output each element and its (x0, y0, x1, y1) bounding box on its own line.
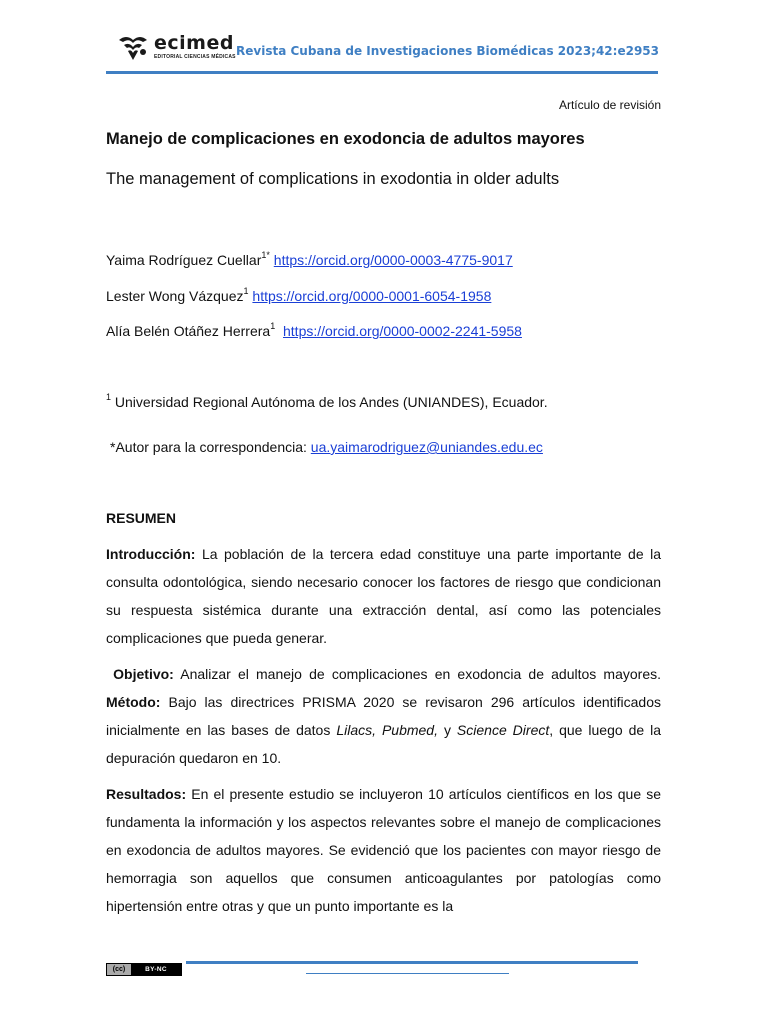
abstract-objective-method (106, 660, 661, 772)
article-title-es: Manejo de complicaciones en exodoncia de adultos mayores (106, 130, 585, 148)
logo-name: ecimed (154, 32, 234, 54)
correspondence-label: *Autor para la correspondencia: (110, 439, 307, 455)
method-db-1: Lilacs, Pubmed, (336, 722, 438, 738)
results-label: Resultados: (106, 786, 187, 802)
correspondence (110, 439, 543, 455)
author-affiliation-mark: 1* (261, 250, 270, 260)
method-db-2: Science Direct (456, 722, 550, 738)
ecimed-logo-icon (116, 32, 150, 62)
cc-license-badge[interactable] (106, 963, 182, 976)
orcid-link[interactable]: https://orcid.org/0000-0002-2241-5958 (283, 323, 522, 339)
cc-icon: (cc) (107, 964, 131, 975)
objective-label: Objetivo: (113, 666, 174, 682)
author-affiliation-mark: 1 (270, 321, 276, 331)
method-and: y (443, 722, 451, 738)
intro-label: Introducción: (106, 546, 196, 562)
affiliation-mark: 1 (106, 392, 112, 402)
affiliation-text: Universidad Regional Autónoma de los Andes (UNIANDES), Ecuador. (114, 394, 548, 410)
intro-text: La población de la tercera edad constituye una parte importante de la consulta odontológica, siendo necesario conocer los factores de riesgo que condicionan su respuesta sistémica durante una extracción dental, así como las potenciales complicaciones que pueda generar. (106, 546, 661, 646)
correspondence-email-link[interactable]: ua.yaimarodriguez@uniandes.edu.ec (310, 439, 543, 455)
method-text-2: , que luego de la depuración quedaron en 10. (106, 722, 662, 766)
abstract-introduction (106, 540, 661, 652)
author-name: Alía Belén Otáñez Herrera (106, 323, 271, 339)
method-text-1: Bajo las directrices PRISMA 2020 se revisaron 296 artículos identificados inicialmente en las bases de datos (106, 694, 662, 738)
orcid-link[interactable]: https://orcid.org/0000-0001-6054-1958 (252, 288, 492, 304)
cc-license-label: BY-NC (131, 964, 181, 975)
abstract-heading: RESUMEN (106, 510, 177, 526)
results-text: En el presente estudio se incluyeron 10 artículos científicos en los que se fundamenta la información y los aspectos relevantes sobre el manejo de complicaciones en exodoncia de adultos mayores. Se evidenció que los pacientes con mayor riesgo de hemorragia son aquellos que consumen anticoagulantes por patologías como hipertensión entre otras y que un punto importante es la (106, 786, 661, 914)
footer-divider (186, 961, 638, 964)
journal-citation: Revista Cubana de Investigaciones Biomédicas 2023;42:e2953 (236, 44, 659, 58)
author-name: Lester Wong Vázquez (106, 288, 244, 304)
logo-subtitle: EDITORIAL CIENCIAS MÉDICAS (154, 54, 236, 60)
author-1 (106, 252, 513, 268)
objective-text: Analizar el manejo de complicaciones en exodoncia de adultos mayores. (180, 666, 662, 682)
article-title-en: The management of complications in exodontia in older adults (106, 170, 560, 188)
page-header (106, 28, 659, 72)
author-name: Yaima Rodríguez Cuellar (106, 252, 262, 268)
footer-underline (306, 973, 509, 974)
affiliation (106, 394, 548, 410)
header-divider (106, 71, 658, 74)
method-label: Método: (106, 694, 161, 710)
abstract-results (106, 780, 661, 920)
author-affiliation-mark: 1 (243, 286, 249, 296)
author-3 (106, 323, 522, 339)
ecimed-logo (116, 32, 236, 62)
orcid-link[interactable]: https://orcid.org/0000-0003-4775-9017 (273, 252, 513, 268)
author-2 (106, 288, 491, 304)
article-type: Artículo de revisión (558, 98, 661, 112)
